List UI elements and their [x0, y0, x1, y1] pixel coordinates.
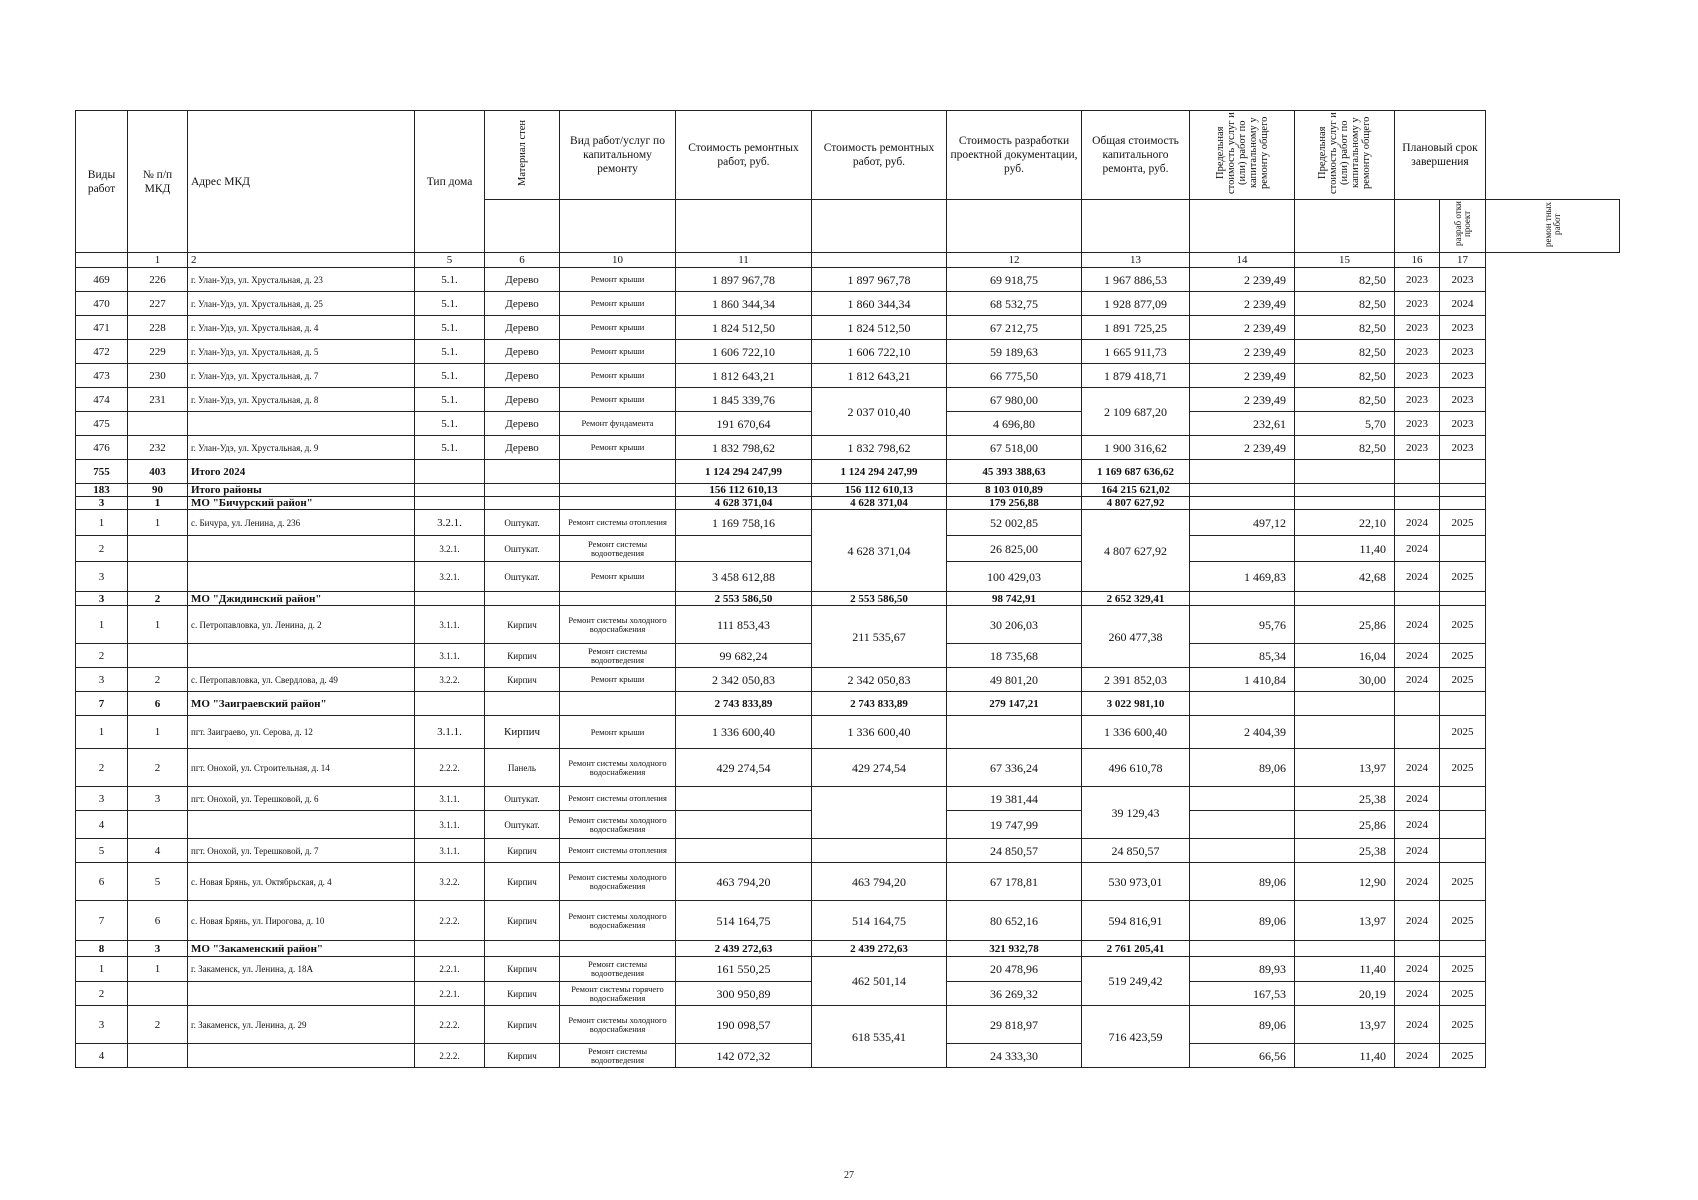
- col-header-work-type: Виды работ: [76, 111, 128, 253]
- table-row: 1 1 г. Закаменск, ул. Ленина, д. 18А 2.2.1. Кирпич Ремонт системы водоотведения 161 550,25 462 501,14 20 478,96 519 249,42 89,93 11,40 2024 2025: [76, 957, 1620, 982]
- table-row: 470 227 г. Улан-Удэ, ул. Хрустальная, д. 25 5.1. Дерево Ремонт крыши 1 860 344,34 1 860 344,34 68 532,75 1 928 877,09 2 239,49 82,50 2023 2024: [76, 292, 1620, 316]
- table-row: 473 230 г. Улан-Удэ, ул. Хрустальная, д. 7 5.1. Дерево Ремонт крыши 1 812 643,21 1 812 643,21 66 775,50 1 879 418,71 2 239,49 82,50 2023 2023: [76, 364, 1620, 388]
- col-header-address: Адрес МКД: [188, 111, 415, 253]
- table-row: 2 3.1.1. Кирпич Ремонт системы водоотведения 99 682,24 18 735,68 85,34 16,04 2024 2025: [76, 644, 1620, 668]
- table-row: 474 231 г. Улан-Удэ, ул. Хрустальная, д. 8 5.1. Дерево Ремонт крыши 1 845 339,76 2 037 010,40 67 980,00 2 109 687,20 2 239,49 82,50 2023 2023: [76, 388, 1620, 412]
- district-row-zaigraevo: 7 6 МО "Заиграевский район" 2 743 833,89 2 743 833,89 279 147,21 3 022 981,10: [76, 692, 1620, 716]
- capital-repair-table: [75, 110, 1620, 1068]
- table-row: 476 232 г. Улан-Удэ, ул. Хрустальная, д. 9 5.1. Дерево Ремонт крыши 1 832 798,62 1 832 798,62 67 518,00 1 900 316,62 2 239,49 82,50 2023 2023: [76, 436, 1620, 460]
- column-number-row: 1 2 5 6 10 11 12 13 14 15 16 17: [76, 253, 1620, 268]
- total-row-2024: 755 403 Итого 2024 1 124 294 247,99 1 124 294 247,99 45 393 388,63 1 169 687 636,62: [76, 460, 1620, 484]
- table-row: 1 1 с. Петропавловка, ул. Ленина, д. 2 3.1.1. Кирпич Ремонт системы холодного водоснабжения 111 853,43 211 535,67 30 206,03 260 477,38 95,76 25,86 2024 2025: [76, 606, 1620, 644]
- header-row: [76, 111, 1620, 200]
- table-row: 2 2.2.1. Кирпич Ремонт системы горячего водоснабжения 300 950,89 36 269,32 167,53 20,19 2024 2025: [76, 982, 1620, 1006]
- col-header-planned-term: Плановый срок завершения: [1395, 111, 1486, 200]
- col-header-design-term: разраб отки проект: [1440, 200, 1486, 253]
- table-row: 1 1 пгт. Заиграево, ул. Серова, д. 12 3.1.1. Кирпич Ремонт крыши 1 336 600,40 1 336 600,40 1 336 600,40 2 404,39 2025: [76, 716, 1620, 749]
- col-header-design-cost: Стоимость разработки проектной документации, руб.: [947, 111, 1082, 200]
- page-number: 27: [844, 1170, 854, 1181]
- table-row: 471 228 г. Улан-Удэ, ул. Хрустальная, д. 4 5.1. Дерево Ремонт крыши 1 824 512,50 1 824 512,50 67 212,75 1 891 725,25 2 239,49 82,50 2023 2023: [76, 316, 1620, 340]
- table-row: 2 3.2.1. Оштукат. Ремонт системы водоотведения 26 825,00 11,40 2024: [76, 536, 1620, 562]
- district-row-dzhida: 3 2 МО "Джидинский район" 2 553 586,50 2 553 586,50 98 742,91 2 652 329,41: [76, 592, 1620, 606]
- col-header-mkd-number: № п/п МКД: [128, 111, 188, 253]
- table-row: 3 3 пгт. Онохой, ул. Терешковой, д. 6 3.1.1. Оштукат. Ремонт системы отопления 19 381,44 39 129,43 25,38 2024: [76, 787, 1620, 811]
- col-header-repair-term: ремон тных работ: [1486, 200, 1620, 253]
- col-header-house-type: Тип дома: [415, 111, 485, 253]
- table-row: 2 2 пгт. Онохой, ул. Строительная, д. 14 2.2.2. Панель Ремонт системы холодного водоснабжения 429 274,54 429 274,54 67 336,24 496 610,78 89,06 13,97 2024 2025: [76, 749, 1620, 787]
- col-header-limit-cost-1: Предельная стоимость услуг и (или) работ по капитальному у ремонту общего: [1190, 111, 1295, 200]
- col-header-total-cost: Общая стоимость капитального ремонта, руб.: [1082, 111, 1190, 200]
- district-row-bichura: 3 1 МО "Бичурский район" 4 628 371,04 4 628 371,04 179 256,88 4 807 627,92: [76, 497, 1620, 510]
- table-row: 3 2 с. Петропавловка, ул. Свердлова, д. 49 3.2.2. Кирпич Ремонт крыши 2 342 050,83 2 342 050,83 49 801,20 2 391 852,03 1 410,84 30,00 2024 2025: [76, 668, 1620, 692]
- col-header-repair-cost-2: Стоимость ремонтных работ, руб.: [812, 111, 947, 200]
- col-header-limit-cost-2: Предельная стоимость услуг и (или) работ по капитальному у ремонту общего: [1295, 111, 1395, 200]
- district-row-zakamensk: 8 3 МО "Закаменский район" 2 439 272,63 2 439 272,63 321 932,78 2 761 205,41: [76, 941, 1620, 957]
- table-row: 469 226 г. Улан-Удэ, ул. Хрустальная, д. 23 5.1. Дерево Ремонт крыши 1 897 967,78 1 897 967,78 69 918,75 1 967 886,53 2 239,49 82,50 2023 2023: [76, 268, 1620, 292]
- table-row: 472 229 г. Улан-Удэ, ул. Хрустальная, д. 5 5.1. Дерево Ремонт крыши 1 606 722,10 1 606 722,10 59 189,63 1 665 911,73 2 239,49 82,50 2023 2023: [76, 340, 1620, 364]
- table-row: 4 3.1.1. Оштукат. Ремонт системы холодного водоснабжения 19 747,99 25,86 2024: [76, 811, 1620, 839]
- table-row: 5 4 пгт. Онохой, ул. Терешковой, д. 7 3.1.1. Кирпич Ремонт системы отопления 24 850,57 24 850,57 25,38 2024: [76, 839, 1620, 863]
- table-row: 475 5.1. Дерево Ремонт фундамента 191 670,64 4 696,80 232,61 5,70 2023 2023: [76, 412, 1620, 436]
- col-header-work-kind: Вид работ/услуг по капитальному ремонту: [560, 111, 676, 200]
- col-header-repair-cost: Стоимость ремонтных работ, руб.: [676, 111, 812, 200]
- table-row: 7 6 с. Новая Брянь, ул. Пирогова, д. 10 2.2.2. Кирпич Ремонт системы холодного водоснабжения 514 164,75 514 164,75 80 652,16 594 816,91 89,06 13,97 2024 2025: [76, 901, 1620, 941]
- table-row: 3 2 г. Закаменск, ул. Ленина, д. 29 2.2.2. Кирпич Ремонт системы холодного водоснабжения 190 098,57 618 535,41 29 818,97 716 423,59 89,06 13,97 2024 2025: [76, 1006, 1620, 1044]
- table-row: 4 2.2.2. Кирпич Ремонт системы водоотведения 142 072,32 24 333,30 66,56 11,40 2024 2025: [76, 1044, 1620, 1068]
- table-row: 3 3.2.1. Оштукат. Ремонт крыши 3 458 612,88 100 429,03 1 469,83 42,68 2024 2025: [76, 562, 1620, 592]
- table-row: 1 1 с. Бичура, ул. Ленина, д. 236 3.2.1. Оштукат. Ремонт системы отопления 1 169 758,16 4 628 371,04 52 002,85 4 807 627,92 497,12 22,10 2024 2025: [76, 510, 1620, 536]
- table-row: 6 5 с. Новая Брянь, ул. Октябрьская, д. 4 3.2.2. Кирпич Ремонт системы холодного водоснабжения 463 794,20 463 794,20 67 178,81 530 973,01 89,06 12,90 2024 2025: [76, 863, 1620, 901]
- total-row-districts: 183 90 Итого районы 156 112 610,13 156 112 610,13 8 103 010,89 164 215 621,02: [76, 484, 1620, 497]
- col-header-wall-material: Материал стен: [485, 111, 560, 200]
